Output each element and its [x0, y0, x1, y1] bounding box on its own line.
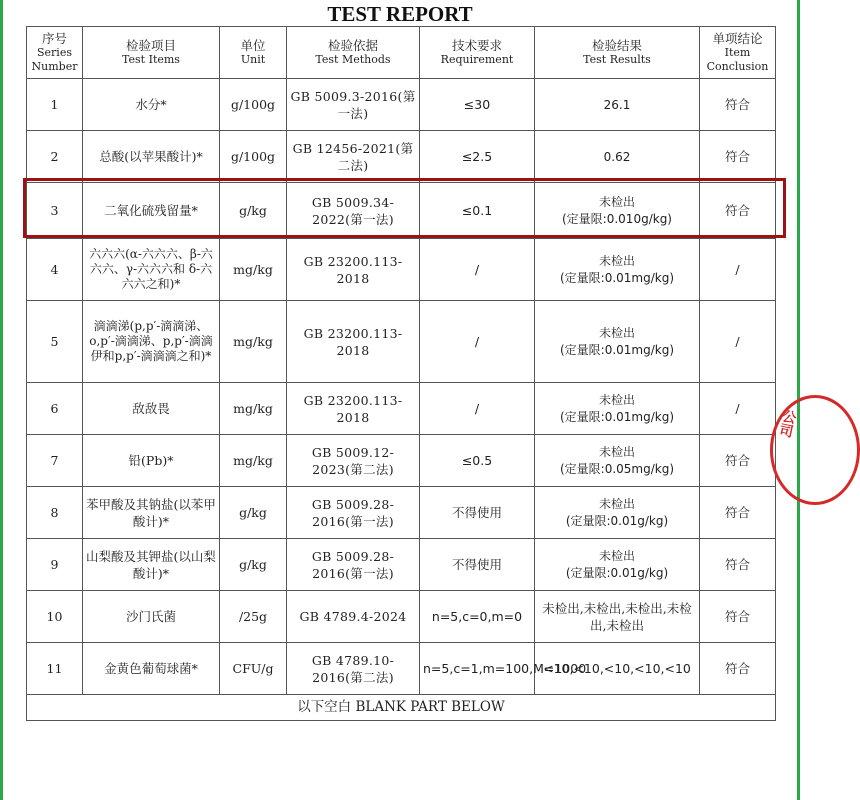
row-item: 滴滴涕(p,p′-滴滴涕、o,p′-滴滴涕、p,p′-滴滴伊和p,p′-滴滴滴之和)* [83, 301, 220, 383]
report-title: TEST REPORT [327, 2, 473, 26]
row-number: 10 [27, 591, 83, 643]
row-conclusion: 符合 [700, 435, 776, 487]
row-result: 0.62 [535, 131, 700, 183]
row-unit: g/kg [220, 183, 287, 239]
row-method: GB 5009.3-2016(第一法) [287, 79, 420, 131]
row-number: 7 [27, 435, 83, 487]
row-unit: g/100g [220, 79, 287, 131]
row-unit: g/100g [220, 131, 287, 183]
table-row [27, 301, 776, 383]
row-result: 未检出 (定量限:0.05mg/kg) [535, 435, 700, 487]
page-left-edge [0, 0, 3, 800]
table-row [27, 383, 776, 435]
row-requirement: / [420, 383, 535, 435]
row-number: 8 [27, 487, 83, 539]
row-result: 未检出 (定量限:0.01mg/kg) [535, 383, 700, 435]
row-number: 4 [27, 239, 83, 301]
row-requirement: / [420, 239, 535, 301]
row-unit: mg/kg [220, 239, 287, 301]
row-number: 1 [27, 79, 83, 131]
row-method: GB 23200.113-2018 [287, 239, 420, 301]
row-item: 苯甲酸及其钠盐(以苯甲酸计)* [83, 487, 220, 539]
table-row-highlighted [27, 183, 776, 239]
row-item: 水分* [83, 79, 220, 131]
row-result: 26.1 [535, 79, 700, 131]
table-row [27, 435, 776, 487]
row-item: 敌敌畏 [83, 383, 220, 435]
row-method: GB 23200.113-2018 [287, 301, 420, 383]
row-method: GB 5009.34-2022(第一法) [287, 183, 420, 239]
row-conclusion: / [700, 301, 776, 383]
table-row [27, 591, 776, 643]
row-method: GB 4789.10-2016(第二法) [287, 643, 420, 695]
row-requirement: / [420, 301, 535, 383]
row-unit: mg/kg [220, 435, 287, 487]
table-row [27, 539, 776, 591]
row-conclusion: 符合 [700, 183, 776, 239]
row-item: 六六六(α-六六六、β-六六六、γ-六六六和 δ-六六六之和)* [83, 239, 220, 301]
row-item: 金黄色葡萄球菌* [83, 643, 220, 695]
header-unit: 单位 Unit [220, 27, 287, 79]
row-result: 未检出 (定量限:0.01g/kg) [535, 487, 700, 539]
row-method: GB 5009.28-2016(第一法) [287, 539, 420, 591]
row-conclusion: / [700, 239, 776, 301]
header-requirement: 技术要求 Requirement [420, 27, 535, 79]
row-conclusion: / [700, 383, 776, 435]
row-requirement: ≤0.5 [420, 435, 535, 487]
table-row [27, 487, 776, 539]
header-method: 检验依据 Test Methods [287, 27, 420, 79]
header-row [27, 27, 776, 79]
blank-notice-row [27, 695, 776, 721]
company-seal [770, 395, 800, 505]
row-item: 山梨酸及其钾盐(以山梨酸计)* [83, 539, 220, 591]
row-requirement: ≤2.5 [420, 131, 535, 183]
row-unit: CFU/g [220, 643, 287, 695]
header-result: 检验结果 Test Results [535, 27, 700, 79]
row-number: 3 [27, 183, 83, 239]
row-number: 9 [27, 539, 83, 591]
row-method: GB 4789.4-2024 [287, 591, 420, 643]
row-number: 2 [27, 131, 83, 183]
row-item: 铅(Pb)* [83, 435, 220, 487]
row-requirement: ≤30 [420, 79, 535, 131]
header-item: 检验项目 Test Items [83, 27, 220, 79]
header-conclusion: 单项结论 Item Conclusion [700, 27, 776, 79]
row-conclusion: 符合 [700, 487, 776, 539]
row-requirement: ≤0.1 [420, 183, 535, 239]
row-method: GB 23200.113-2018 [287, 383, 420, 435]
row-result: 未检出 (定量限:0.01g/kg) [535, 539, 700, 591]
row-conclusion: 符合 [700, 131, 776, 183]
row-item: 沙门氏菌 [83, 591, 220, 643]
row-requirement: 不得使用 [420, 487, 535, 539]
row-conclusion: 符合 [700, 79, 776, 131]
seal-text: 公司 [776, 407, 798, 439]
test-report-table [26, 26, 776, 721]
row-result: 未检出 (定量限:0.010g/kg) [535, 183, 700, 239]
row-unit: mg/kg [220, 301, 287, 383]
row-result: <10,<10,<10,<10,<10 [535, 643, 700, 695]
row-result: 未检出,未检出,未检出,未检出,未检出 [535, 591, 700, 643]
table-row [27, 643, 776, 695]
row-number: 6 [27, 383, 83, 435]
table-row [27, 239, 776, 301]
header-serial: 序号 Series Number [27, 27, 83, 79]
row-conclusion: 符合 [700, 591, 776, 643]
row-unit: /25g [220, 591, 287, 643]
row-result: 未检出 (定量限:0.01mg/kg) [535, 239, 700, 301]
row-conclusion: 符合 [700, 643, 776, 695]
row-unit: g/kg [220, 539, 287, 591]
table-row [27, 131, 776, 183]
blank-notice: 以下空白 BLANK PART BELOW [27, 695, 776, 721]
row-unit: g/kg [220, 487, 287, 539]
row-conclusion: 符合 [700, 539, 776, 591]
row-method: GB 5009.28-2016(第一法) [287, 487, 420, 539]
row-requirement: n=5,c=1,m=100,M=1000 [420, 643, 535, 695]
row-method: GB 12456-2021(第二法) [287, 131, 420, 183]
row-result: 未检出 (定量限:0.01mg/kg) [535, 301, 700, 383]
row-requirement: 不得使用 [420, 539, 535, 591]
row-method: GB 5009.12-2023(第二法) [287, 435, 420, 487]
row-unit: mg/kg [220, 383, 287, 435]
row-number: 5 [27, 301, 83, 383]
table-row [27, 79, 776, 131]
row-requirement: n=5,c=0,m=0 [420, 591, 535, 643]
row-number: 11 [27, 643, 83, 695]
row-item: 二氧化硫残留量* [83, 183, 220, 239]
row-item: 总酸(以苹果酸计)* [83, 131, 220, 183]
